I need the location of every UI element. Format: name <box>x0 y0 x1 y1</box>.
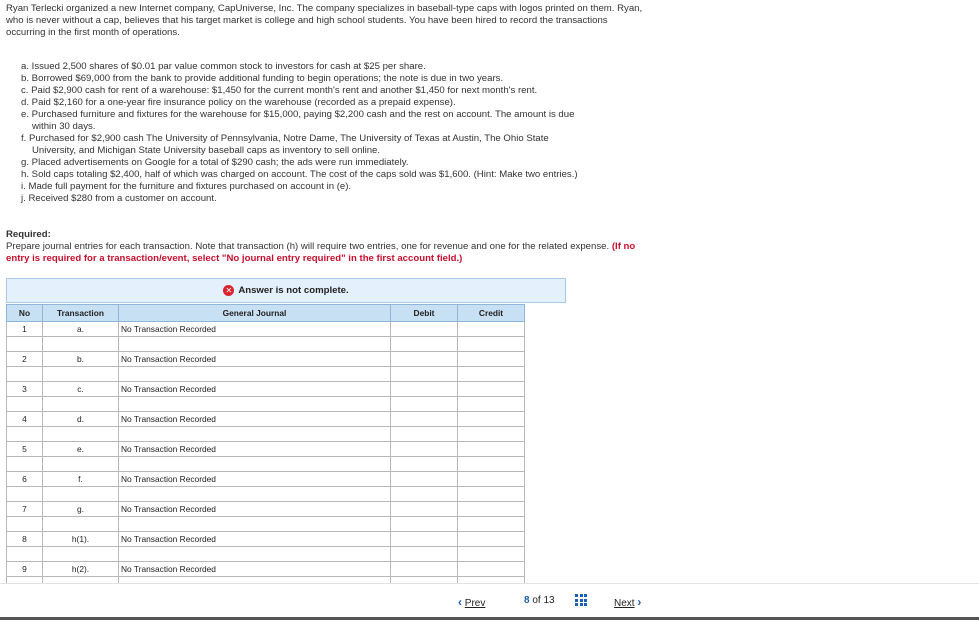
list-item: e. Purchased furniture and fixtures for the warehouse for $15,000, paying $2,200 cash and the rest on account. The amount is due within 30 days. <box>21 109 575 132</box>
table-row <box>7 352 525 367</box>
table-row <box>7 532 525 547</box>
table-row <box>7 337 525 352</box>
row-account-cell[interactable] <box>119 427 391 442</box>
row-account-cell[interactable] <box>119 517 391 532</box>
row-number-blank <box>7 367 43 382</box>
required-text: Prepare journal entries for each transaction. Note that transaction (h) will require two entries, one for revenue and one for the related expense. <box>6 241 610 252</box>
prev-button[interactable] <box>458 595 485 609</box>
row-transaction-blank <box>43 517 119 532</box>
row-debit-cell[interactable] <box>391 502 458 517</box>
page-indicator <box>524 595 555 606</box>
row-debit-cell[interactable] <box>391 547 458 562</box>
row-number: 7 <box>7 502 43 517</box>
row-number-blank <box>7 487 43 502</box>
col-header-general-journal: General Journal <box>119 305 391 322</box>
row-account-cell[interactable] <box>119 547 391 562</box>
row-transaction: c. <box>43 382 119 397</box>
row-credit-cell[interactable] <box>458 472 525 487</box>
list-item: f. Purchased for $2,900 cash The University of Pennsylvania, Notre Dame, The University of Texas at Austin, The Ohio State University, and Michigan State University baseball caps as inventory to sell online. <box>21 133 549 156</box>
row-number: 6 <box>7 472 43 487</box>
row-credit-cell[interactable] <box>458 562 525 577</box>
row-debit-cell[interactable] <box>391 532 458 547</box>
next-button[interactable] <box>614 595 641 609</box>
table-row <box>7 457 525 472</box>
chevron-right-icon: › <box>637 595 642 609</box>
row-debit-cell[interactable] <box>391 562 458 577</box>
row-number: 5 <box>7 442 43 457</box>
prev-link[interactable]: Prev <box>464 598 486 609</box>
row-credit-cell[interactable] <box>458 427 525 442</box>
row-number-blank <box>7 547 43 562</box>
row-account-cell[interactable]: No Transaction Recorded <box>119 382 391 397</box>
row-account-cell[interactable]: No Transaction Recorded <box>119 532 391 547</box>
row-debit-cell[interactable] <box>391 487 458 502</box>
row-number-blank <box>7 337 43 352</box>
row-number: 1 <box>7 322 43 337</box>
col-header-credit: Credit <box>458 305 525 322</box>
list-item: c. Paid $2,900 cash for rent of a warehouse: $1,450 for the current month's rent and another $1,450 for next month's rent. <box>21 85 538 96</box>
row-transaction: f. <box>43 472 119 487</box>
required-heading: Required: <box>6 229 51 240</box>
row-credit-cell[interactable] <box>458 352 525 367</box>
table-row <box>7 397 525 412</box>
row-account-cell[interactable] <box>119 487 391 502</box>
row-account-cell[interactable]: No Transaction Recorded <box>119 502 391 517</box>
row-credit-cell[interactable] <box>458 322 525 337</box>
answer-status-text: Answer is not complete. <box>238 285 349 296</box>
row-number-blank <box>7 427 43 442</box>
table-row <box>7 412 525 427</box>
required-section <box>6 229 646 265</box>
row-debit-cell[interactable] <box>391 337 458 352</box>
row-credit-cell[interactable] <box>458 532 525 547</box>
row-account-cell[interactable] <box>119 457 391 472</box>
error-x-icon: ✕ <box>223 285 234 296</box>
row-debit-cell[interactable] <box>391 367 458 382</box>
row-number: 3 <box>7 382 43 397</box>
required-warning: (If no entry is required for a transaction/event, select "No journal entry required" in the first account field.) <box>6 241 636 264</box>
table-row <box>7 517 525 532</box>
row-debit-cell[interactable] <box>391 472 458 487</box>
row-number: 2 <box>7 352 43 367</box>
row-transaction: e. <box>43 442 119 457</box>
row-debit-cell[interactable] <box>391 397 458 412</box>
row-account-cell[interactable]: No Transaction Recorded <box>119 442 391 457</box>
table-row <box>7 502 525 517</box>
next-link[interactable]: Next <box>614 598 635 609</box>
table-row <box>7 487 525 502</box>
row-number: 8 <box>7 532 43 547</box>
table-row <box>7 442 525 457</box>
table-row <box>7 547 525 562</box>
row-credit-cell[interactable] <box>458 547 525 562</box>
list-item: h. Sold caps totaling $2,400, half of which was charged on account. The cost of the caps sold was $1,600. (Hint: Make two entries.) <box>21 169 578 180</box>
transaction-list <box>21 61 661 205</box>
page-total: of 13 <box>532 595 555 606</box>
col-header-debit: Debit <box>391 305 458 322</box>
row-credit-cell[interactable] <box>458 382 525 397</box>
col-header-no: No <box>7 305 43 322</box>
problem-intro: Ryan Terlecki organized a new Internet company, CapUniverse, Inc. The company specializes in baseball-type caps with logos printed on them. Ryan, who is never without a cap, believes that his target market is college and high school students. You have been hired to record the transactions occurring in the first month of operations. <box>6 3 643 38</box>
row-debit-cell[interactable] <box>391 382 458 397</box>
row-number-blank <box>7 397 43 412</box>
answer-status-banner <box>6 278 566 303</box>
list-item: i. Made full payment for the furniture and fixtures purchased on account in (e). <box>21 181 352 192</box>
row-account-cell[interactable]: No Transaction Recorded <box>119 562 391 577</box>
row-transaction-blank <box>43 337 119 352</box>
row-number-blank <box>7 457 43 472</box>
table-row <box>7 322 525 337</box>
row-debit-cell[interactable] <box>391 457 458 472</box>
bottom-nav-bar <box>0 583 979 621</box>
row-transaction-blank <box>43 487 119 502</box>
row-number-blank <box>7 517 43 532</box>
row-transaction-blank <box>43 547 119 562</box>
col-header-transaction: Transaction <box>43 305 119 322</box>
row-debit-cell[interactable] <box>391 442 458 457</box>
row-account-cell[interactable]: No Transaction Recorded <box>119 472 391 487</box>
row-credit-cell[interactable] <box>458 502 525 517</box>
row-credit-cell[interactable] <box>458 367 525 382</box>
list-item: b. Borrowed $69,000 from the bank to provide additional funding to begin operations; the note is due in two years. <box>21 73 504 84</box>
table-row <box>7 367 525 382</box>
row-debit-cell[interactable] <box>391 322 458 337</box>
row-account-cell[interactable]: No Transaction Recorded <box>119 352 391 367</box>
table-row <box>7 562 525 577</box>
row-credit-cell[interactable] <box>458 457 525 472</box>
row-transaction-blank <box>43 427 119 442</box>
row-credit-cell[interactable] <box>458 337 525 352</box>
row-transaction: g. <box>43 502 119 517</box>
list-item: d. Paid $2,160 for a one-year fire insurance policy on the warehouse (recorded as a prepaid expense). <box>21 97 456 108</box>
row-debit-cell[interactable] <box>391 427 458 442</box>
question-grid-icon[interactable] <box>575 594 587 606</box>
row-account-cell[interactable] <box>119 367 391 382</box>
row-credit-cell[interactable] <box>458 487 525 502</box>
row-debit-cell[interactable] <box>391 412 458 427</box>
row-number: 4 <box>7 412 43 427</box>
table-row <box>7 427 525 442</box>
row-credit-cell[interactable] <box>458 412 525 427</box>
current-page: 8 <box>524 595 530 606</box>
row-transaction: a. <box>43 322 119 337</box>
row-debit-cell[interactable] <box>391 517 458 532</box>
row-transaction-blank <box>43 457 119 472</box>
chevron-left-icon: ‹ <box>458 595 462 609</box>
list-item: a. Issued 2,500 shares of $0.01 par value common stock to investors for cash at $25 per share. <box>21 61 426 72</box>
row-transaction: h(2). <box>43 562 119 577</box>
row-credit-cell[interactable] <box>458 517 525 532</box>
journal-body <box>7 322 525 584</box>
row-credit-cell[interactable] <box>458 397 525 412</box>
list-item: j. Received $280 from a customer on account. <box>21 193 217 204</box>
row-debit-cell[interactable] <box>391 352 458 367</box>
table-row <box>7 382 525 397</box>
journal-table <box>6 304 525 583</box>
row-transaction: d. <box>43 412 119 427</box>
row-account-cell[interactable] <box>119 397 391 412</box>
list-item: g. Placed advertisements on Google for a total of $290 cash; the ads were run immediately. <box>21 157 409 168</box>
row-transaction-blank <box>43 397 119 412</box>
row-transaction: h(1). <box>43 532 119 547</box>
table-row <box>7 472 525 487</box>
row-transaction: b. <box>43 352 119 367</box>
row-credit-cell[interactable] <box>458 442 525 457</box>
row-account-cell[interactable]: No Transaction Recorded <box>119 322 391 337</box>
row-account-cell[interactable]: No Transaction Recorded <box>119 412 391 427</box>
row-transaction-blank <box>43 367 119 382</box>
row-number: 9 <box>7 562 43 577</box>
row-account-cell[interactable] <box>119 337 391 352</box>
